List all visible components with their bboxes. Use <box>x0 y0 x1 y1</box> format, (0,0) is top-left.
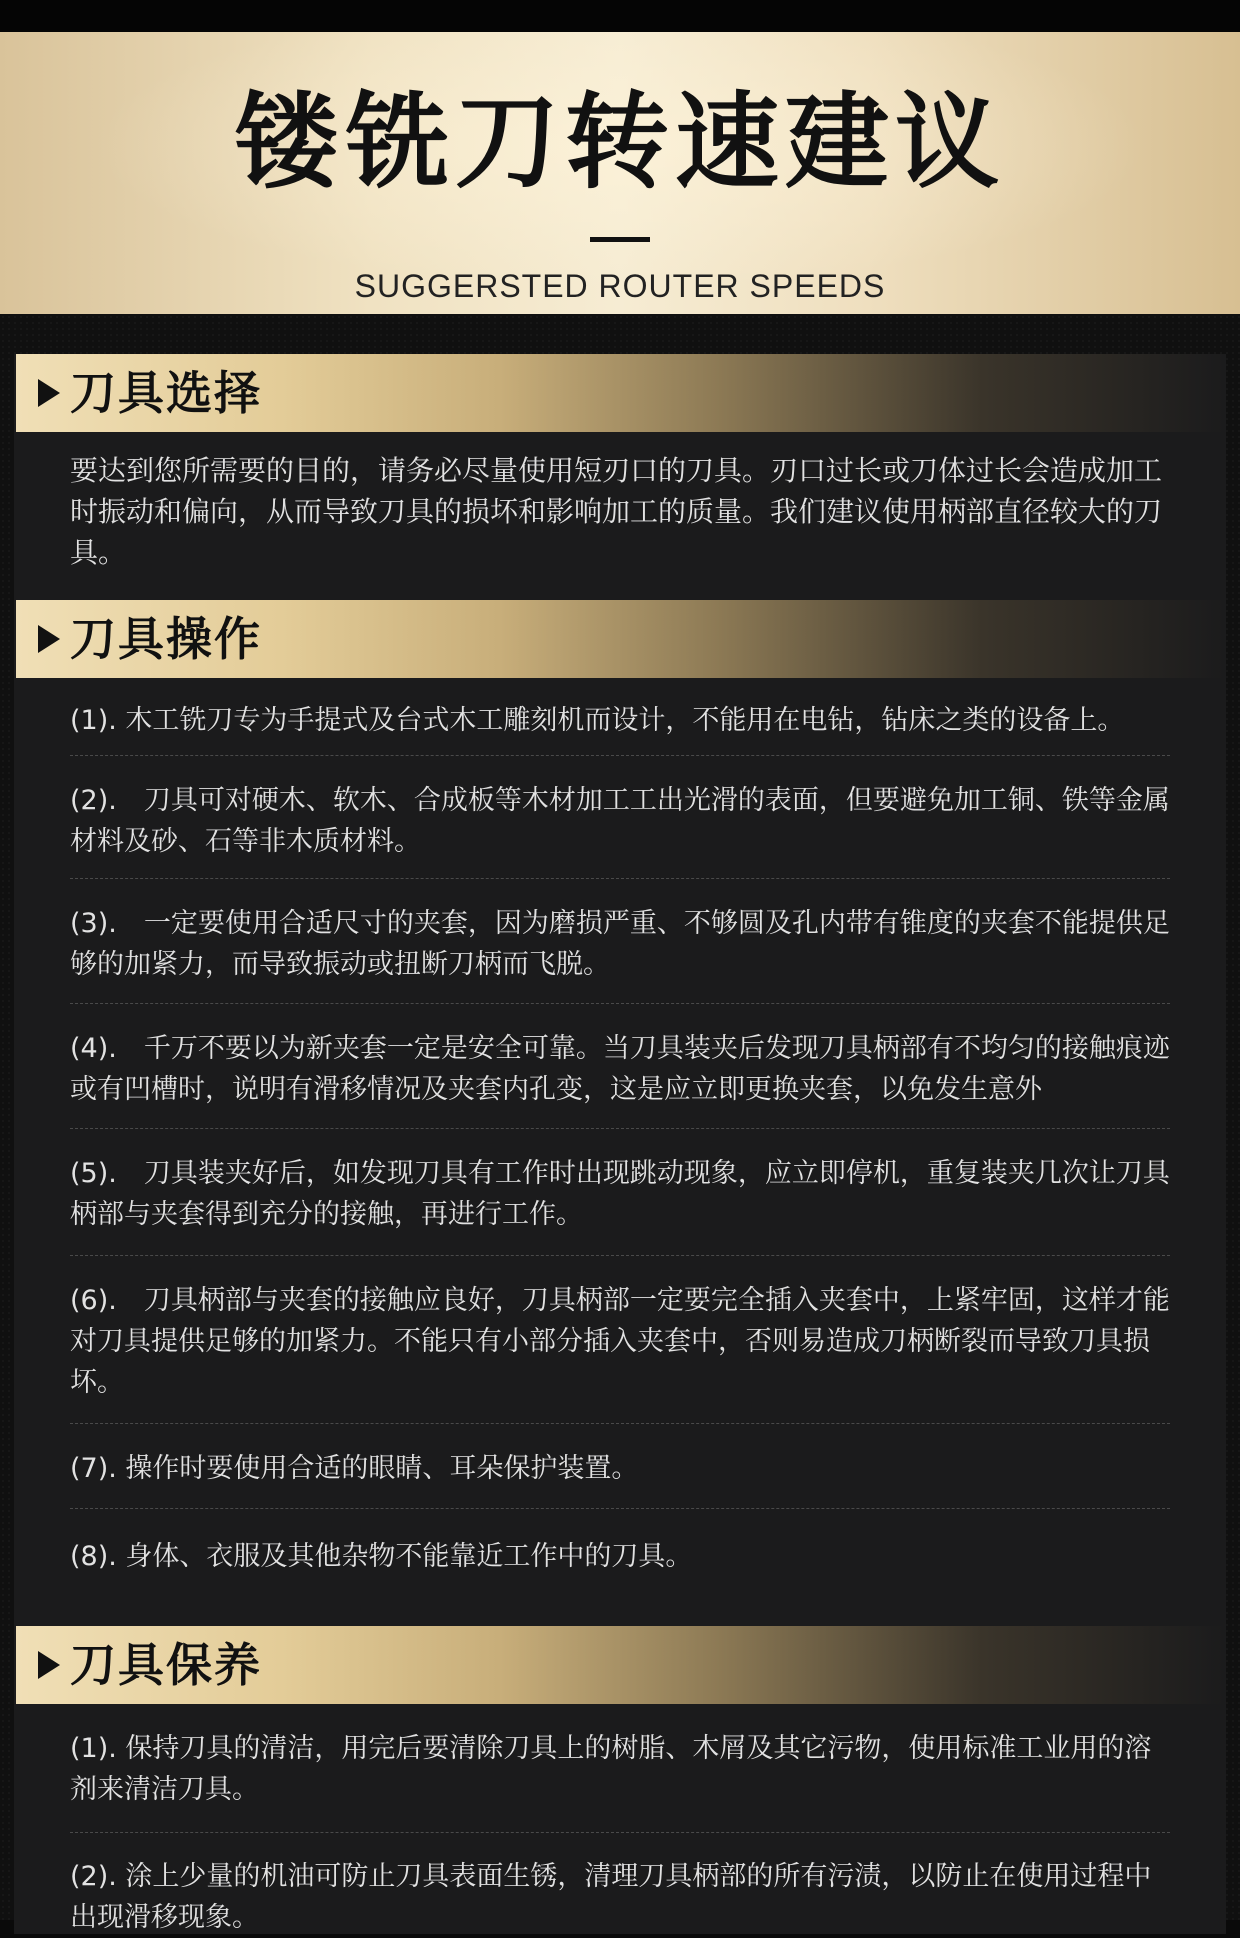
section-heading: 刀具选择 <box>70 366 262 420</box>
section-heading: 刀具保养 <box>70 1638 262 1692</box>
top-strip <box>0 0 1240 32</box>
list-item: (3). 一定要使用合适尺寸的夹套，因为磨损严重、不够圆及孔内带有锥度的夹套不能提供足够的加紧力，而导致振动或扭断刀柄而飞脱。 <box>70 908 1170 980</box>
page-title: 镂铣刀转速建议 <box>234 81 1005 203</box>
triangle-marker-icon <box>38 1651 60 1679</box>
dashed-divider <box>70 1423 1170 1424</box>
dashed-divider <box>70 1832 1170 1833</box>
list-item: (7). 操作时要使用合适的眼睛、耳朵保护装置。 <box>70 1453 639 1484</box>
dashed-divider <box>70 1255 1170 1256</box>
list-item: (1). 木工铣刀专为手提式及台式木工雕刻机而设计，不能用在电钻，钻床之类的设备上。 <box>70 705 1125 736</box>
page-subtitle: SUGGERSTED ROUTER SPEEDS <box>354 268 886 304</box>
triangle-marker-icon <box>38 625 60 653</box>
list-item: (1). 保持刀具的清洁，用完后要清除刀具上的树脂、木屑及其它污物，使用标准工业用的溶剂来清洁刀具。 <box>70 1733 1152 1805</box>
hero-banner <box>0 32 1240 314</box>
list-item: (2). 刀具可对硬木、软木、合成板等木材加工工出光滑的表面，但要避免加工铜、铁等金属材料及砂、石等非木质材料。 <box>70 785 1170 857</box>
list-item: (8). 身体、衣服及其他杂物不能靠近工作中的刀具。 <box>70 1541 693 1572</box>
dashed-divider <box>70 1003 1170 1004</box>
section-header-tool-maintenance <box>16 1626 1224 1704</box>
list-item: (6). 刀具柄部与夹套的接触应良好，刀具柄部一定要完全插入夹套中，上紧牢固，这样才能对刀具提供足够的加紧力。不能只有小部分插入夹套中，否则易造成刀柄断裂而导致刀具损坏。 <box>70 1285 1170 1398</box>
dashed-divider <box>70 1508 1170 1509</box>
list-item: (2). 涂上少量的机油可防止刀具表面生锈，清理刀具柄部的所有污渍，以防止在使用过程中出现滑移现象。 <box>70 1861 1152 1933</box>
dashed-divider <box>70 878 1170 879</box>
list-item: (5). 刀具装夹好后，如发现刀具有工作时出现跳动现象，应立即停机，重复装夹几次让刀具柄部与夹套得到充分的接触，再进行工作。 <box>70 1158 1170 1230</box>
section-heading: 刀具操作 <box>70 612 262 666</box>
section-header-tool-selection <box>16 354 1224 432</box>
section-header-tool-operation <box>16 600 1224 678</box>
triangle-marker-icon <box>38 379 60 407</box>
section-paragraph: 要达到您所需要的目的，请务必尽量使用短刃口的刀具。刃口过长或刀体过长会造成加工时振动和偏向，从而导致刀具的损坏和影响加工的质量。我们建议使用柄部直径较大的刀具。 <box>70 454 1163 569</box>
dashed-divider <box>70 755 1170 756</box>
dashed-divider <box>70 1128 1170 1129</box>
list-item: (4). 千万不要以为新夹套一定是安全可靠。当刀具装夹后发现刀具柄部有不均匀的接触痕迹或有凹槽时，说明有滑移情况及夹套内孔变，这是应立即更换夹套，以免发生意外 <box>70 1033 1170 1105</box>
title-underline <box>590 237 650 242</box>
